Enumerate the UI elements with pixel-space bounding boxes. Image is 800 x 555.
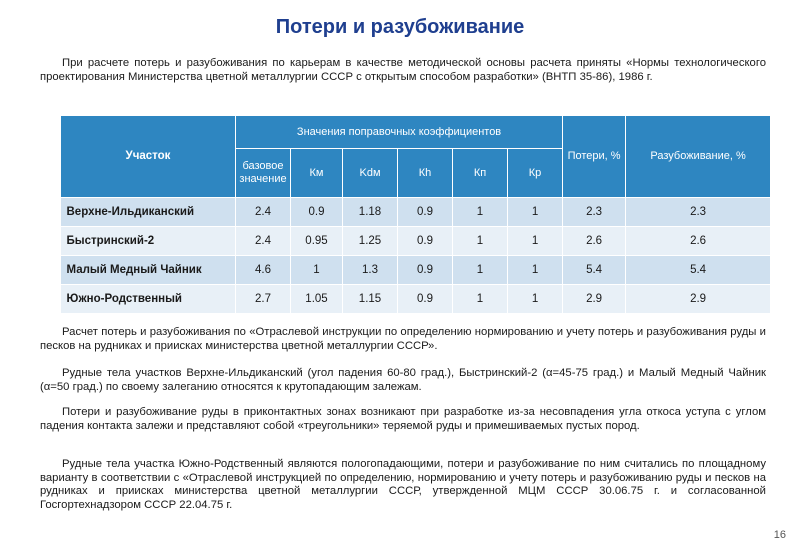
cell-dilution: 2.6 bbox=[626, 227, 771, 256]
page-number: 16 bbox=[773, 529, 786, 541]
paragraph-steep-deposits: Рудные тела участков Верхне-Ильдиканский (угол падения 60-80 град.), Быстринский-2 (α=45-75 град.) и Малый Медный Чайник (α=50 град.) по своему залеганию относятся к крутопадающим залежам. bbox=[40, 367, 766, 393]
cell-km: 1.05 bbox=[291, 285, 343, 314]
header-km: Км bbox=[291, 149, 343, 198]
table-row bbox=[61, 285, 771, 314]
cell-kr: 1 bbox=[508, 227, 563, 256]
cell-kr: 1 bbox=[508, 285, 563, 314]
paragraph-flat-deposits: Рудные тела участка Южно-Родственный являются пологопадающими, потери и разубоживание по ним считались по площадному варианту в соответствии с «Отраслевой инструкцией по определению, нормированию и учету потерь и разубоживанию руды и песков на рудниках и приисках министерства цветной металлургии СССР, утвержденной МЦМ СССР 30.06.75 г. и согласованной Госгортехнадзором СССР 22.04.75 г. bbox=[40, 458, 766, 511]
cell-km: 1 bbox=[291, 256, 343, 285]
cell-kp: 1 bbox=[453, 198, 508, 227]
header-kh: Кh bbox=[398, 149, 453, 198]
table-row bbox=[61, 227, 771, 256]
cell-loss: 2.9 bbox=[563, 285, 626, 314]
cell-base: 2.7 bbox=[236, 285, 291, 314]
cell-kdm: 1.3 bbox=[343, 256, 398, 285]
cell-kp: 1 bbox=[453, 285, 508, 314]
cell-kr: 1 bbox=[508, 256, 563, 285]
cell-kdm: 1.18 bbox=[343, 198, 398, 227]
coefficients-table bbox=[60, 115, 771, 314]
cell-loss: 2.3 bbox=[563, 198, 626, 227]
header-kdm: Kdм bbox=[343, 149, 398, 198]
header-area: Участок bbox=[61, 116, 236, 198]
cell-loss: 5.4 bbox=[563, 256, 626, 285]
header-coefficients: Значения поправочных коэффициентов bbox=[236, 116, 563, 149]
table-row bbox=[61, 256, 771, 285]
cell-kdm: 1.25 bbox=[343, 227, 398, 256]
header-kp: Кп bbox=[453, 149, 508, 198]
cell-loss: 2.6 bbox=[563, 227, 626, 256]
header-base: базовое значение bbox=[236, 149, 291, 198]
header-losses: Потери, % bbox=[563, 116, 626, 198]
cell-kh: 0.9 bbox=[398, 198, 453, 227]
header-dilution: Разубоживание, % bbox=[626, 116, 771, 198]
cell-dilution: 2.9 bbox=[626, 285, 771, 314]
cell-base: 2.4 bbox=[236, 227, 291, 256]
cell-kp: 1 bbox=[453, 227, 508, 256]
header-kr: Кр bbox=[508, 149, 563, 198]
cell-base: 2.4 bbox=[236, 198, 291, 227]
area-name: Малый Медный Чайник bbox=[61, 256, 236, 285]
cell-kh: 0.9 bbox=[398, 285, 453, 314]
cell-dilution: 5.4 bbox=[626, 256, 771, 285]
paragraph-contact-zones: Потери и разубоживание руды в приконтактных зонах возникают при разработке из-за несовпадения угла откоса уступа с углом падения контакта залежи и представляют собой «треугольники» теряемой руды и примешиваемых пустых пород. bbox=[40, 406, 766, 432]
cell-km: 0.95 bbox=[291, 227, 343, 256]
paragraph-instruction: Расчет потерь и разубоживания по «Отраслевой инструкции по определению нормированию и учету потерь и разубоживания руды и песков на рудниках и приисках министерства цветной металлургии СССР». bbox=[40, 326, 766, 352]
cell-kr: 1 bbox=[508, 198, 563, 227]
area-name: Южно-Родственный bbox=[61, 285, 236, 314]
cell-kdm: 1.15 bbox=[343, 285, 398, 314]
cell-kh: 0.9 bbox=[398, 256, 453, 285]
area-name: Верхне-Ильдиканский bbox=[61, 198, 236, 227]
intro-paragraph: При расчете потерь и разубоживания по карьерам в качестве методической основы расчета приняты «Нормы технологического проектирования Министерства цветной металлургии СССР с открытым способом разработки» (ВНТП 35-86), 1986 г. bbox=[40, 57, 766, 83]
cell-dilution: 2.3 bbox=[626, 198, 771, 227]
table-row bbox=[61, 198, 771, 227]
area-name: Быстринский-2 bbox=[61, 227, 236, 256]
cell-kp: 1 bbox=[453, 256, 508, 285]
cell-km: 0.9 bbox=[291, 198, 343, 227]
cell-base: 4.6 bbox=[236, 256, 291, 285]
page-title: Потери и разубоживание bbox=[275, 16, 525, 38]
cell-kh: 0.9 bbox=[398, 227, 453, 256]
